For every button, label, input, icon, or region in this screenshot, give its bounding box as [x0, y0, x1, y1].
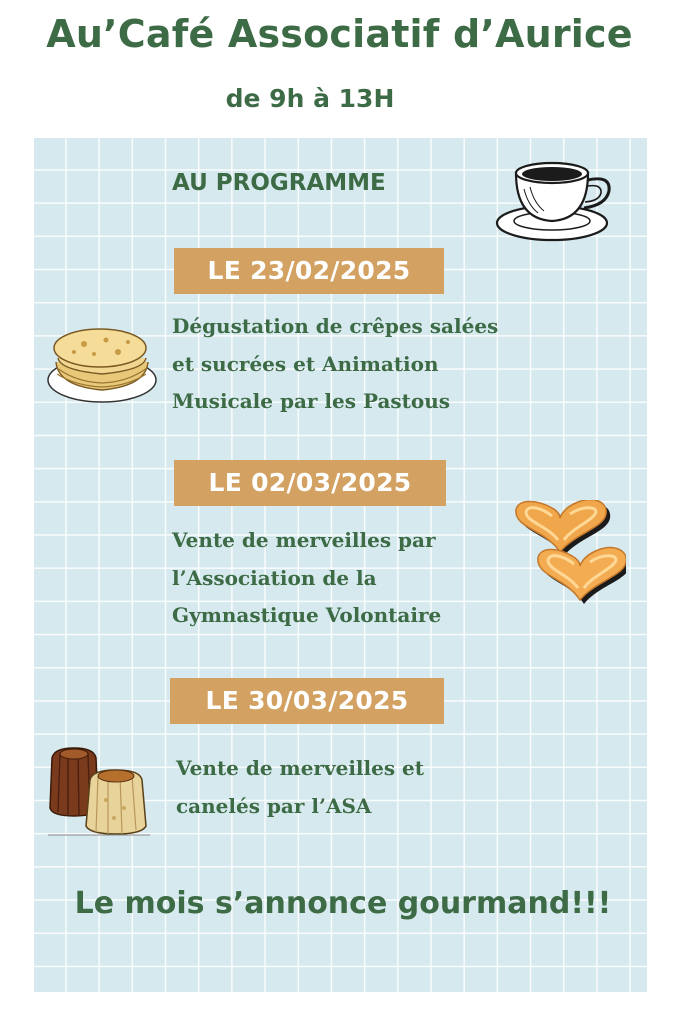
event-date-1: LE 23/02/2025 — [174, 248, 444, 294]
event-description-3 — [176, 750, 424, 825]
event-1-line-2: et sucrées et Animation — [172, 351, 439, 376]
event-1-line-3: Musicale par les Pastous — [172, 389, 451, 413]
event-3-line-2: canelés par l’ASA — [176, 793, 372, 818]
event-3-line-1: Vente de merveilles et — [176, 756, 425, 780]
palmier-cookies-icon — [512, 500, 626, 604]
page-title: Au’Café Associatif d’Aurice — [46, 12, 633, 56]
event-date-3: LE 30/03/2025 — [170, 678, 444, 724]
event-description-1 — [172, 308, 498, 421]
event-2-line-1: Vente de merveilles par — [172, 528, 436, 552]
caneles-icon — [46, 744, 156, 838]
opening-hours: de 9h à 13H — [225, 84, 395, 113]
event-2-line-3: Gymnastique Volontaire — [172, 603, 442, 627]
closing-message: Le mois s’annonce gourmand!!! — [74, 886, 612, 921]
coffee-cup-icon — [494, 153, 614, 245]
event-1-line-1: Dégustation de crêpes salées — [172, 314, 499, 338]
crepes-stack-icon — [46, 322, 158, 408]
event-description-2 — [172, 522, 441, 635]
event-2-line-2: l’Association de la — [172, 565, 377, 590]
event-date-2: LE 02/03/2025 — [174, 460, 446, 506]
program-heading: AU PROGRAMME — [172, 170, 386, 196]
